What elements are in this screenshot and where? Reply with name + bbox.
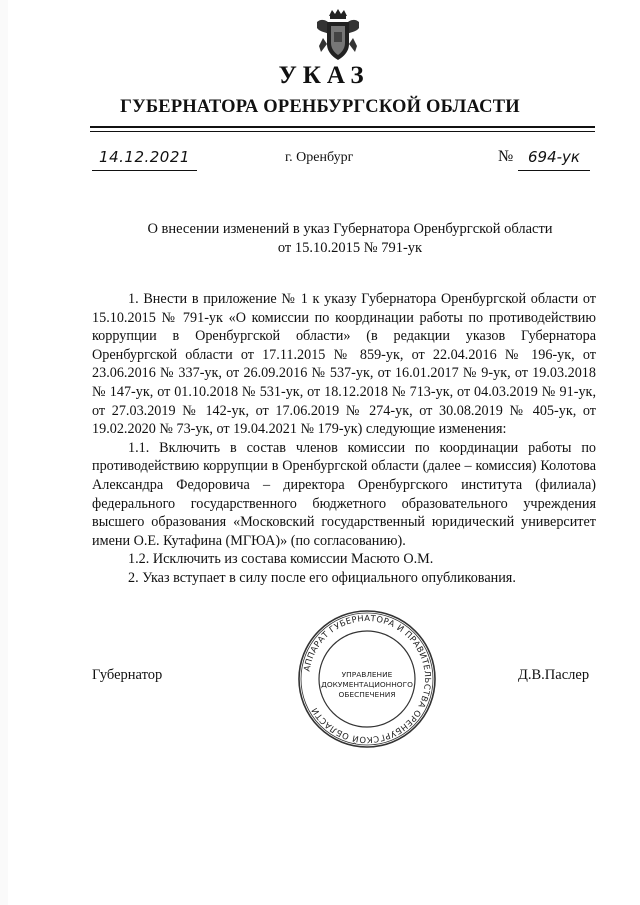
scan-edge [0, 0, 8, 905]
signer-name: Д.В.Паслер [518, 667, 590, 683]
stamp-line-3: ОБЕСПЕЧЕНИЯ [338, 690, 396, 699]
signer-position: Губернатор [92, 667, 163, 683]
paragraph-2: 2. Указ вступает в силу после его официального опубликования. [128, 569, 516, 586]
paragraph-1: 1. Внести в приложение № 1 к указу Губернатора Оренбургской области от 15.10.2015 № 791-ук «О комиссии по координации работы по противодействию коррупции в Оренбургской области» (в редакции указов Губернатора Оренбургской области от 17.11.2015 № 859-ук, от 22.04.2016 № 196-ук, от 23.06.2016 № 337-ук, от 26.09.2016 № 537-ук, от 16.01.2017 № 9-ук, от 19.03.2018 № 147-ук, от 01.10.2018 № 531-ук, от 18.12.2018 № 713-ук, от 04.03.2019 № 91-ук, от 27.03.2019 № 142-ук, от 17.06.2019 № 274-ук, от 30.08.2019 № 405-ук, от 19.02.2020 № 73-ук, от 19.04.2021 № 179-ук) следующие изменения: [92, 291, 596, 438]
stamp-ring-text: АППАРАТ ГУБЕРНАТОРА И ПРАВИТЕЛЬСТВА ОРЕНБУРГСКОЙ ОБЛАСТИ [301, 612, 434, 746]
document-title: УКАЗ [278, 62, 370, 89]
document-body [92, 290, 596, 588]
header-rule-thick [90, 126, 595, 128]
document-date: 14.12.2021 [92, 146, 197, 171]
paragraph-1-1: 1.1. Включить в состав членов комиссии по координации работы по противодействию коррупции в Оренбургской области (далее – комиссия) Колотова Александра Федоровича – директора Оренбургского института (филиала) федерального государственного бюджетного образовательного учреждения высшего образования «Московский государственный юридический университет имени О.Е. Кутафина (МГЮА)» (по согласованию). [92, 439, 596, 549]
stamp-line-2: ДОКУМЕНТАЦИОННОГО [321, 680, 413, 689]
coat-of-arms-icon [313, 8, 363, 64]
document-number: 694-ук [518, 146, 590, 171]
document-subtitle: ГУБЕРНАТОРА ОРЕНБУРГСКОЙ ОБЛАСТИ [120, 97, 520, 117]
header-rule-thin [90, 131, 595, 132]
document-city: г. Оренбург [285, 150, 354, 165]
number-label: № [498, 148, 514, 165]
official-stamp [296, 608, 438, 750]
paragraph-1-2: 1.2. Исключить из состава комиссии Масюто О.М. [128, 551, 434, 568]
stamp-line-1: УПРАВЛЕНИЕ [341, 670, 393, 679]
subject-line-1: О внесении изменений в указ Губернатора Оренбургской области [147, 221, 553, 237]
document-subject [60, 220, 640, 257]
subject-line-2: от 15.10.2015 № 791-ук [277, 239, 423, 256]
